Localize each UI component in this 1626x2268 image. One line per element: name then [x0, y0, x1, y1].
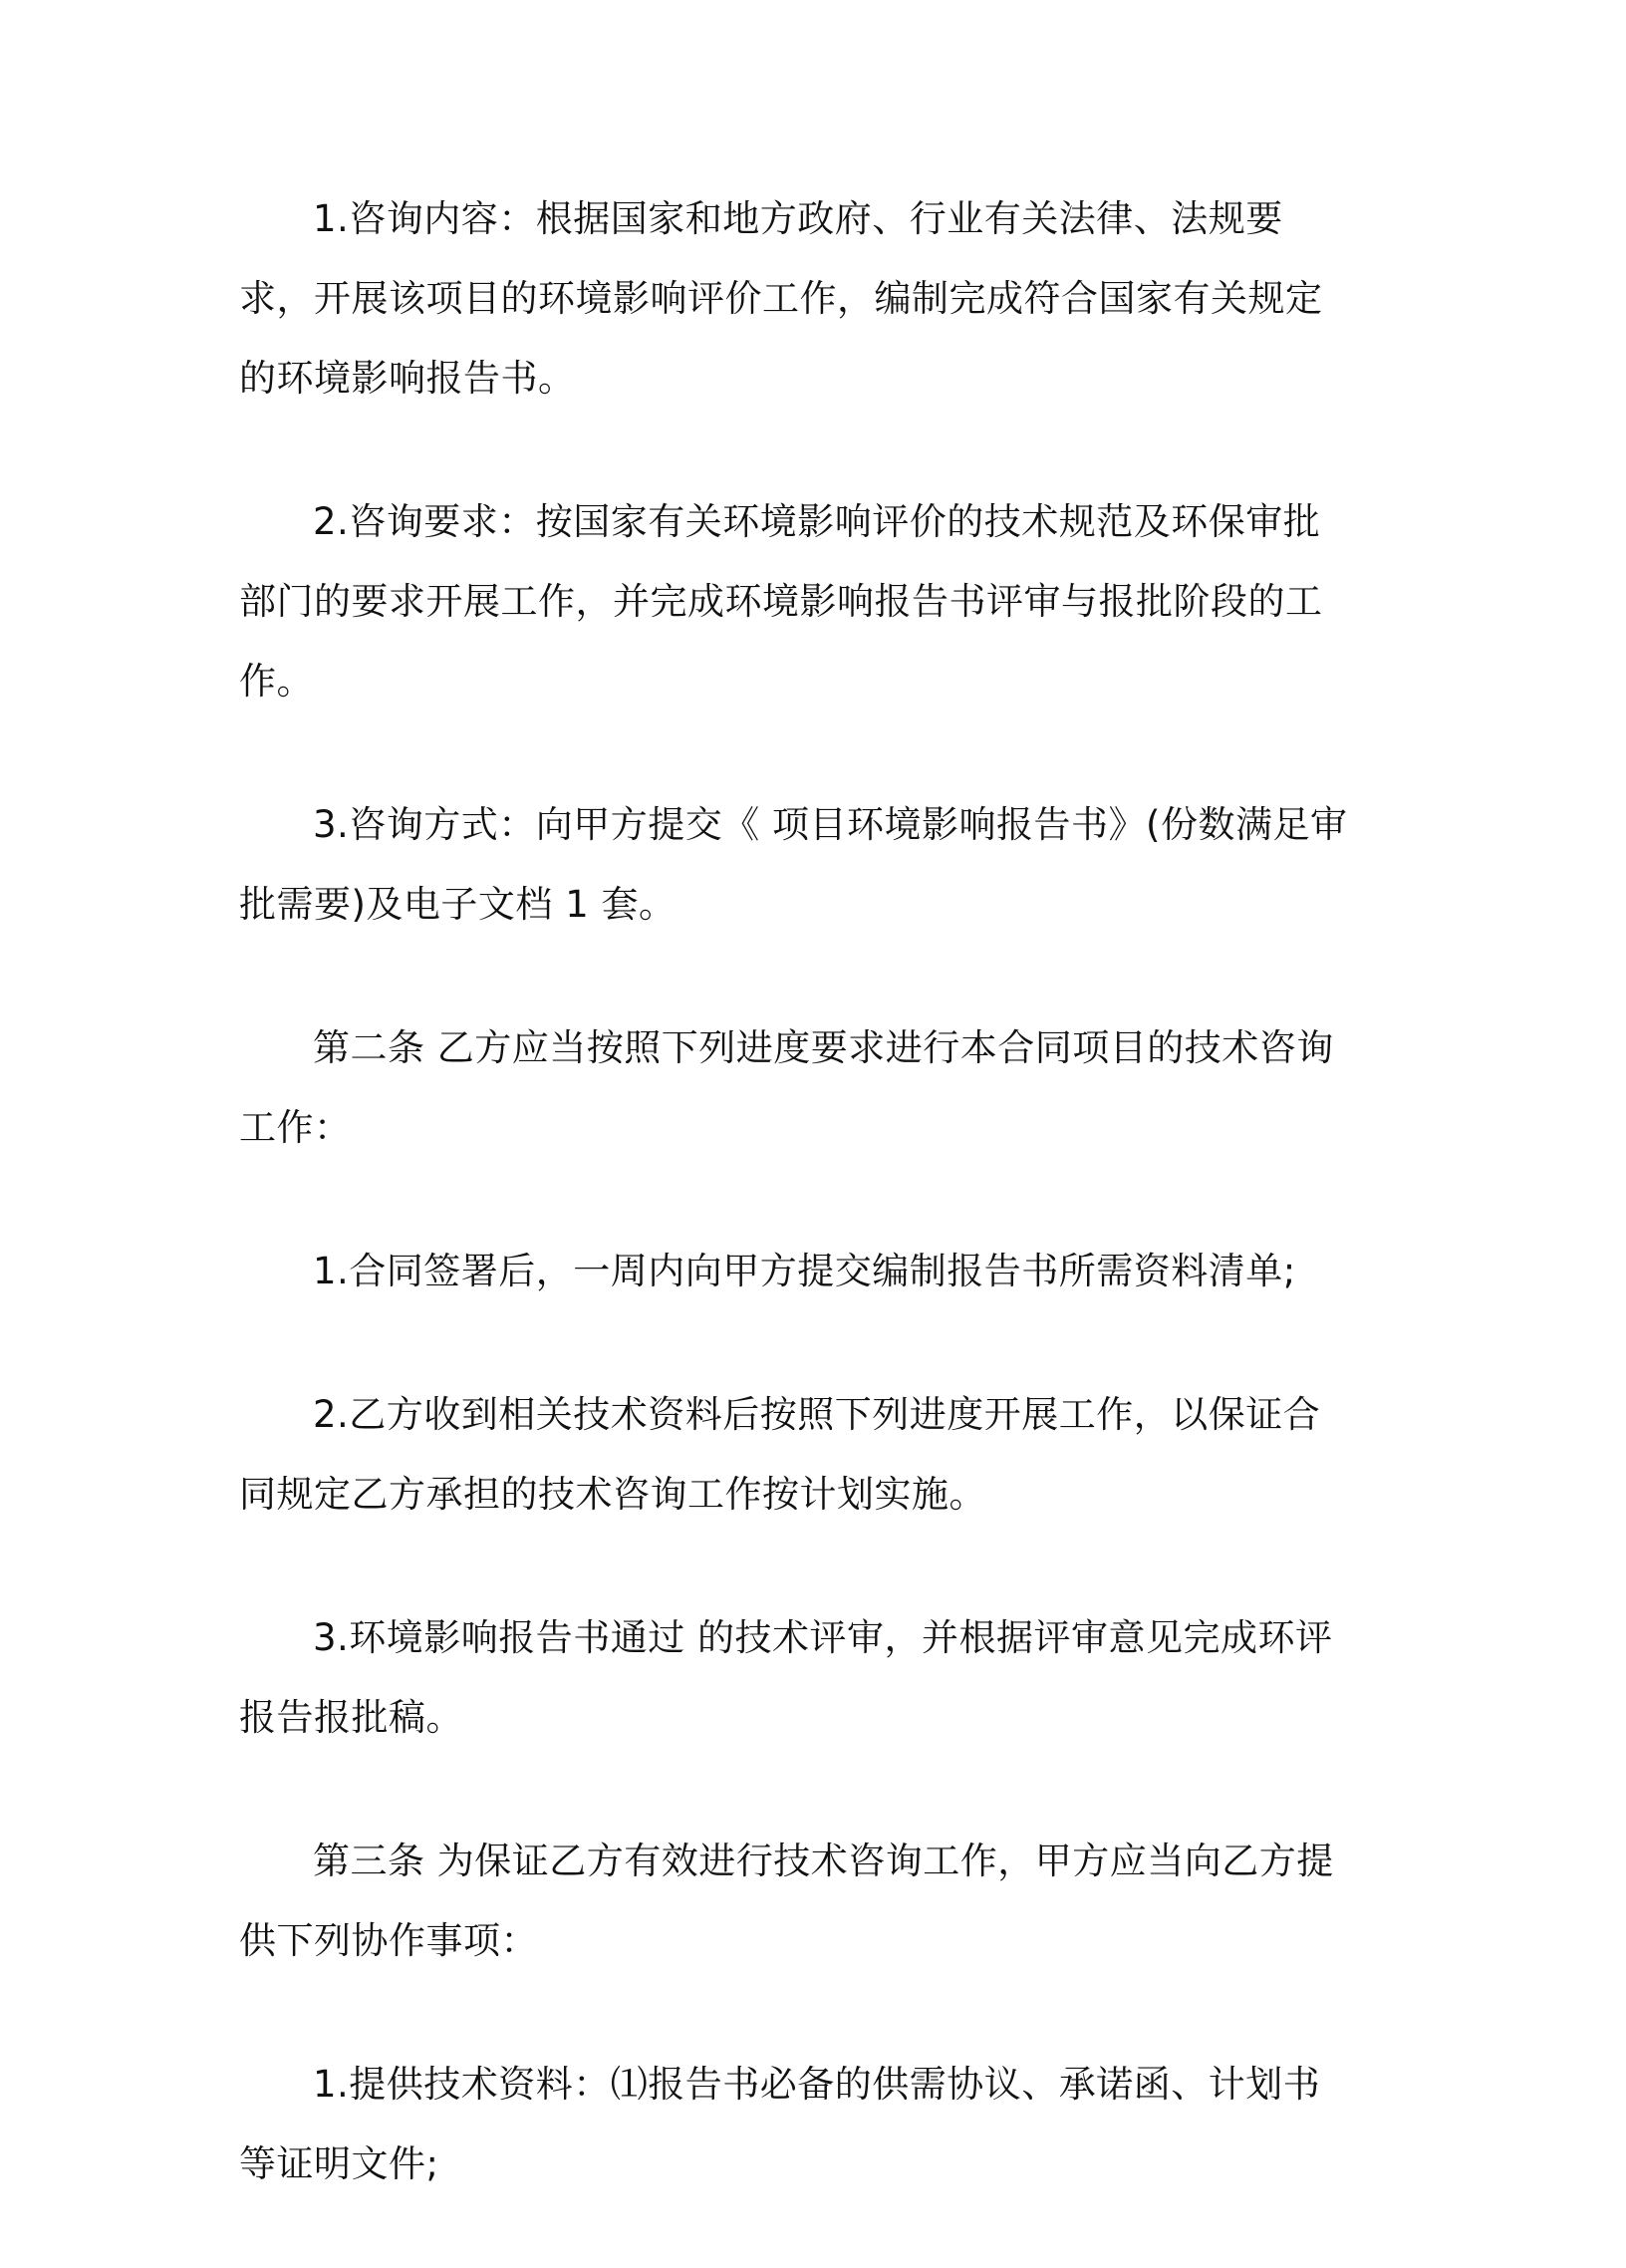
paragraph-article-3: 第三条 为保证乙方有效进行技术咨询工作，甲方应当向乙方提供下列协作事项：	[239, 1840, 1334, 1962]
paragraph-schedule-1: 1.合同签署后，一周内向甲方提交编制报告书所需资料清单;	[313, 1250, 1296, 1292]
document-body	[239, 179, 1355, 2268]
paragraph-article-2: 第二条 乙方应当按照下列进度要求进行本合同项目的技术咨询工作：	[239, 1026, 1334, 1149]
paragraph-consult-content: 1.咨询内容：根据国家和地方政府、行业有关法律、法规要求，开展该项目的环境影响评价工作，编制完成符合国家有关规定的环境影响报告书。	[239, 197, 1323, 400]
paragraph-consult-method: 3.咨询方式：向甲方提交《 项目环境影响报告书》(份数满足审批需要)及电子文档 1 套。	[239, 803, 1348, 926]
paragraph-cooperation-1: 1.提供技术资料：⑴报告书必备的供需协议、承诺函、计划书等证明文件;	[239, 2063, 1321, 2185]
paragraph-schedule-3: 3.环境影响报告书通过 的技术评审，并根据评审意见完成环评报告报批稿。	[239, 1616, 1333, 1739]
paragraph-schedule-2: 2.乙方收到相关技术资料后按照下列进度开展工作，以保证合同规定乙方承担的技术咨询工作按计划实施。	[239, 1393, 1321, 1516]
paragraph-consult-requirements: 2.咨询要求：按国家有关环境影响评价的技术规范及环保审批部门的要求开展工作，并完成环境影响报告书评审与报批阶段的工作。	[239, 500, 1323, 703]
